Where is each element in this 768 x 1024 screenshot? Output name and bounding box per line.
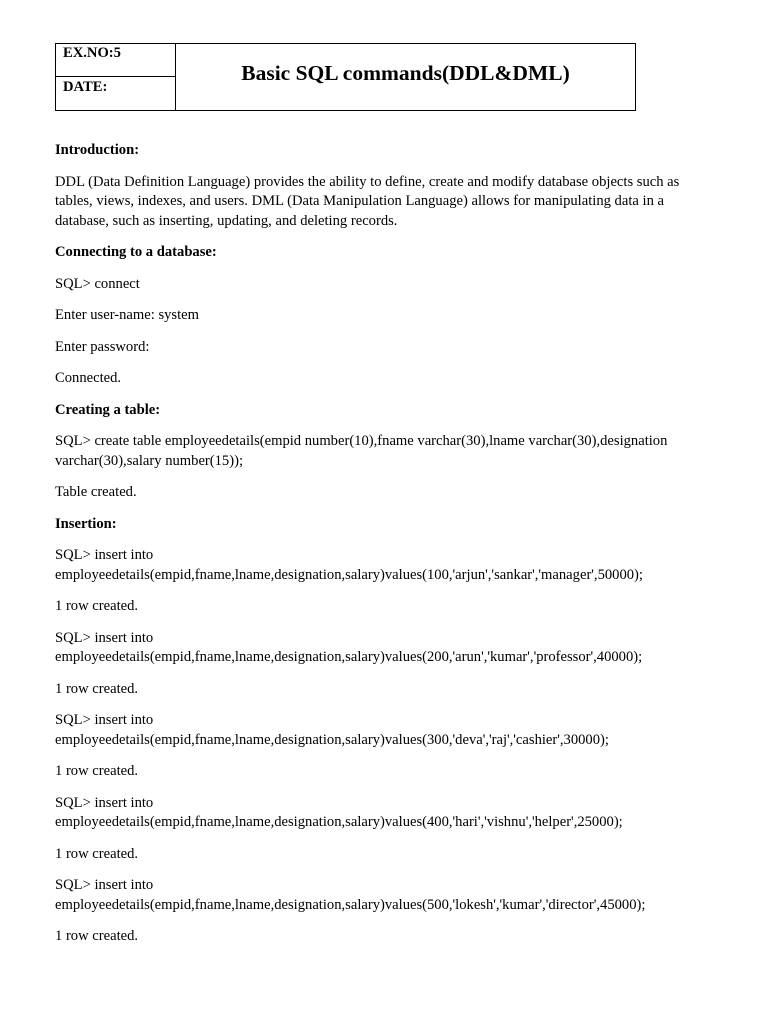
insert-command-3-line-2: employeedetails(empid,fname,lname,designation,salary)values(300,'deva','raj','cashier',30000); [55, 731, 609, 748]
document-body [55, 141, 725, 947]
insert-command-2-line-2: employeedetails(empid,fname,lname,designation,salary)values(200,'arun','kumar','professor',40000); [55, 649, 643, 665]
connect-command: SQL> connect [55, 275, 140, 292]
insert-command-4-line-1: SQL> insert into [55, 794, 154, 811]
insert-result-4: 1 row created. [55, 845, 139, 862]
introduction-text-line-3: database, such as inserting, updating, and deleting records. [55, 212, 398, 229]
insert-command-1-line-1: SQL> insert into [55, 547, 154, 563]
introduction-text-line-2: tables, views, indexes, and users. DML (Data Manipulation Language) allows for manipulating data in a [55, 193, 664, 209]
insert-command-1-line-2: employeedetails(empid,fname,lname,designation,salary)values(100,'arjun','sankar','manager',50000); [55, 566, 643, 583]
date-label: DATE: [63, 79, 108, 95]
exercise-number: EX.NO:5 [56, 44, 175, 77]
insert-result-3: 1 row created. [55, 763, 139, 779]
connect-username: Enter user-name: system [55, 307, 199, 323]
create-command-line-2: varchar(30),salary number(15)); [55, 452, 244, 469]
insert-command-5-line-1: SQL> insert into [55, 877, 154, 893]
insert-result-2: 1 row created. [55, 680, 139, 697]
create-command-line-1: SQL> create table employeedetails(empid number(10),fname varchar(30),lname varchar(30),designation [55, 433, 668, 449]
connect-result: Connected. [55, 370, 122, 386]
insert-command-5-line-2: employeedetails(empid,fname,lname,designation,salary)values(500,'lokesh','kumar','director',45000); [55, 896, 646, 913]
create-result: Table created. [55, 484, 137, 500]
insert-command-2-line-1: SQL> insert into [55, 629, 154, 646]
insert-result-1: 1 row created. [55, 598, 139, 614]
insertion-heading: Insertion: [55, 515, 117, 532]
introduction-text-line-1: DDL (Data Definition Language) provides the ability to define, create and modify database objects such as [55, 173, 680, 190]
creating-table-heading: Creating a table: [55, 401, 161, 418]
connecting-heading: Connecting to a database: [55, 244, 217, 260]
insert-command-3-line-1: SQL> insert into [55, 712, 154, 728]
header-table [55, 43, 636, 111]
document-title: Basic SQL commands(DDL&DML) [241, 60, 570, 85]
header-left-column [56, 44, 176, 110]
insert-command-4-line-2: employeedetails(empid,fname,lname,designation,salary)values(400,'hari','vishnu','helper',25000); [55, 814, 623, 830]
introduction-heading: Introduction: [55, 142, 140, 158]
insert-result-5: 1 row created. [55, 928, 139, 944]
connect-password: Enter password: [55, 338, 150, 355]
